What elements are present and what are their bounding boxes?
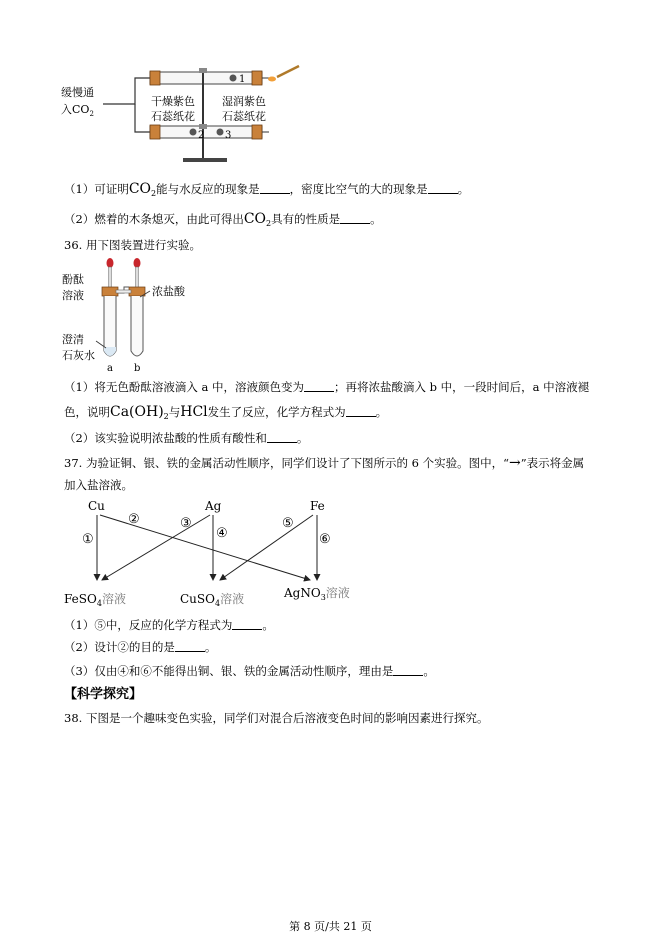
sol-cuso4: CuSO bbox=[180, 592, 215, 606]
metal-fe: Fe bbox=[310, 499, 325, 513]
section-heading: 【科学探究】 bbox=[64, 687, 143, 702]
answer-blank[interactable] bbox=[260, 182, 290, 194]
svg-text:CuSO4溶液: CuSO$_4$溶液 bbox=[180, 592, 245, 608]
fig2-label-b: b bbox=[134, 363, 141, 374]
fig1-dry-label-1: 干燥紫色 bbox=[151, 95, 195, 108]
answer-blank[interactable] bbox=[428, 182, 458, 194]
exp-4: ④ bbox=[216, 526, 228, 541]
sol-feso4: FeSO bbox=[64, 592, 97, 606]
answer-blank[interactable] bbox=[267, 431, 297, 443]
answer-blank[interactable] bbox=[304, 380, 334, 392]
metal-activity-figure bbox=[60, 495, 370, 610]
fig1-num-1: 1 bbox=[239, 74, 246, 85]
q36-part1-line1: （1）将无色酚酞溶液滴入 a 中，溶液颜色变为 ；再将浓盐酸滴入 b 中，一段时间后，a 中溶液褪 bbox=[64, 380, 590, 394]
answer-blank[interactable] bbox=[175, 640, 205, 652]
answer-blank[interactable] bbox=[340, 212, 370, 224]
q37-part2: （2）设计②的目的是 。 bbox=[64, 640, 217, 654]
page-number: 第 8 页/共 21 页 bbox=[289, 920, 372, 933]
exp-5: ⑤ bbox=[282, 516, 294, 531]
fig1-left-label-1: 缓慢通 bbox=[61, 86, 94, 99]
svg-text:AgNO3溶液: AgNO$_3$溶液 bbox=[284, 586, 350, 602]
fig2-lime-2: 石灰水 bbox=[62, 349, 95, 362]
fig1-left-label-2: 入CO bbox=[61, 103, 90, 116]
sol-suffix: 溶液 bbox=[101, 592, 126, 606]
q37-title-line2: 加入盐溶液。 bbox=[64, 478, 133, 492]
fig2-phenol-2: 溶液 bbox=[62, 289, 84, 302]
q36-part2: （2）该实验说明浓盐酸的性质有酸性和 。 bbox=[64, 431, 309, 445]
metal-ag: Ag bbox=[205, 499, 222, 513]
answer-blank[interactable] bbox=[393, 664, 423, 676]
fig2-hcl: 浓盐酸 bbox=[152, 285, 185, 298]
fig1-num-2: 2 bbox=[198, 130, 205, 141]
q37-part1: （1）⑤中，反应的化学方程式为 。 bbox=[64, 618, 274, 632]
svg-text:入CO2 bbox=[61, 102, 94, 118]
fig2-label-a: a bbox=[107, 363, 113, 374]
sol-suffix: 溶液 bbox=[325, 586, 350, 600]
fig2-lime-1: 澄清 bbox=[62, 333, 84, 346]
q35-part2: （2）燃着的木条熄灭，由此可得出$CO_2$具有的性质是 。 bbox=[64, 211, 382, 228]
q35-part1: （1）可证明$CO_2$能与水反应的现象是 ，密度比空气的大的现象是 。 bbox=[64, 181, 470, 198]
co2-apparatus-figure bbox=[55, 60, 305, 175]
metal-cu: Cu bbox=[88, 499, 105, 513]
fig1-wet-label-2: 石蕊纸花 bbox=[222, 110, 266, 123]
sol-agno3: AgNO bbox=[284, 586, 321, 600]
q37-part3: （3）仅由④和⑥不能得出铜、银、铁的金属活动性顺序，理由是 。 bbox=[64, 664, 435, 678]
answer-blank[interactable] bbox=[346, 405, 376, 417]
test-tube-figure bbox=[60, 255, 210, 375]
fig2-phenol-1: 酚酞 bbox=[62, 273, 84, 286]
fig1-wet-label-1: 湿润紫色 bbox=[222, 95, 266, 108]
q37-title-line1: 37. 为验证铜、银、铁的金属活动性顺序，同学们设计了下图所示的 6 个实验。图中，“→”表示将金属 bbox=[64, 455, 585, 471]
fig1-dry-label-2: 石蕊纸花 bbox=[151, 110, 195, 123]
svg-text:FeSO4溶液: FeSO$_4$溶液 bbox=[64, 592, 126, 608]
exp-2: ② bbox=[128, 512, 140, 527]
fig1-num-3: 3 bbox=[225, 130, 232, 141]
answer-blank[interactable] bbox=[232, 618, 262, 630]
fig1-left-label-sub: 2 bbox=[89, 110, 94, 118]
exp-1: ① bbox=[82, 532, 94, 547]
q38-title: 38. 下图是一个趣味变色实验，同学们对混合后溶液变色时间的影响因素进行探究。 bbox=[64, 711, 489, 725]
sol-suffix: 溶液 bbox=[220, 592, 245, 606]
exp-3: ③ bbox=[180, 516, 192, 531]
q36-part1-line2: 色，说明$Ca(OH)_2$与HCl发生了反应，化学方程式为 。 bbox=[64, 404, 388, 421]
exp-6: ⑥ bbox=[319, 532, 331, 547]
q36-title: 36. 用下图装置进行实验。 bbox=[64, 238, 201, 252]
